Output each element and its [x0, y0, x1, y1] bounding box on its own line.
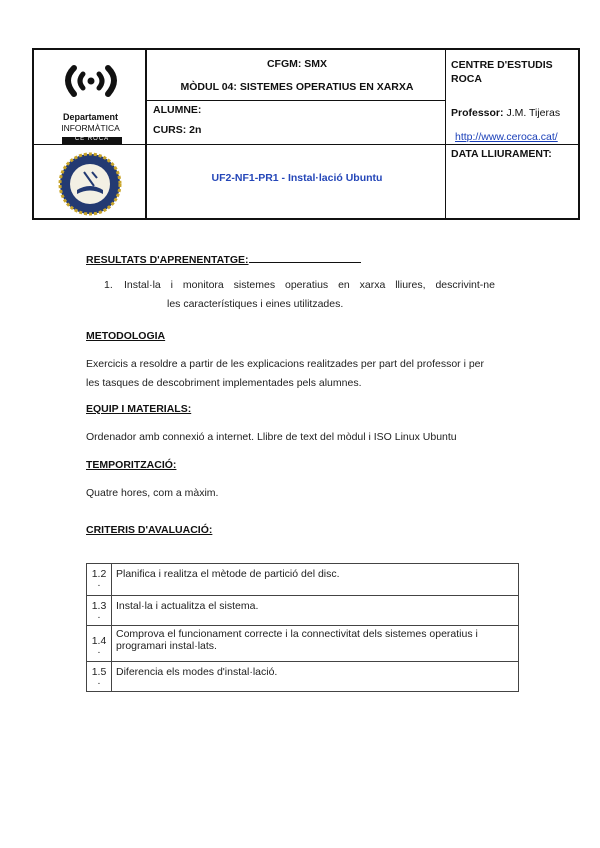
resultats-item-line1: Instal·la i monitora sistemes operatius en xarxa lliures, descrivint-ne	[124, 279, 495, 291]
table-row	[87, 564, 519, 596]
data-lliurament-label: DATA LLIURAMENT:	[451, 148, 552, 160]
criteri-text: Planifica i realitza el mètode de partició del disc.	[112, 564, 519, 596]
alumne-label: ALUMNE:	[153, 104, 202, 116]
underline-blank	[249, 251, 361, 263]
table-row	[87, 596, 519, 626]
criteri-text: Comprova el funcionament correcte i la connectivitat dels sistemes operatius i programari instal·lats.	[112, 626, 519, 662]
modul-label: MÒDUL 04: SISTEMES OPERATIUS EN XARXA	[180, 81, 414, 93]
practica-title: UF2-NF1-PR1 - Instal·lació Ubuntu	[211, 172, 383, 184]
criteris-heading: CRITERIS D'AVALUACIÓ:	[86, 524, 213, 536]
criteri-num: 1.2 .	[87, 564, 112, 596]
equip-heading: EQUIP I MATERIALS:	[86, 403, 192, 415]
header-box	[32, 48, 580, 220]
criteri-text: Instal·la i actualitza el sistema.	[112, 596, 519, 626]
logo-line3: CE ROCA	[74, 136, 110, 142]
resultats-item-line2: les característiques i eines utilitzades.	[167, 298, 344, 310]
professor-line	[451, 107, 560, 119]
criteri-num: 1.4 .	[87, 626, 112, 662]
criteris-table	[86, 563, 519, 692]
professor-name: J.M. Tijeras	[506, 107, 561, 119]
header-divider	[147, 100, 445, 101]
criteri-num: 1.5 .	[87, 662, 112, 692]
department-logo	[34, 50, 147, 146]
metodologia-heading: METODOLOGIA	[86, 330, 166, 342]
resultats-item-num: 1.	[104, 279, 113, 291]
header-divider	[445, 50, 446, 218]
seal-icon	[50, 152, 130, 216]
equip-text: Ordenador amb connexió a internet. Llibre de text del mòdul i ISO Linux Ubuntu	[86, 431, 457, 443]
table-row	[87, 626, 519, 662]
metodologia-line1: Exercicis a resoldre a partir de les explicacions realitzades per part del professor i per	[86, 358, 485, 370]
cfgm-label: CFGM: SMX	[266, 58, 328, 70]
website-link[interactable]: http://www.ceroca.cat/	[455, 131, 558, 143]
curs-label: CURS: 2n	[153, 124, 202, 136]
logo-line1: Departament	[62, 112, 118, 122]
metodologia-line2: les tasques de descobriment implementades pels alumnes.	[86, 377, 362, 389]
criteri-text: Diferencia els modes d'instal·lació.	[112, 662, 519, 692]
professor-label: Professor:	[451, 107, 504, 119]
table-row	[87, 662, 519, 692]
centre-name: CENTRE D'ESTUDIS ROCA	[451, 59, 553, 85]
logo-line2: INFORMÀTICA	[61, 123, 120, 133]
resultats-heading	[86, 251, 361, 266]
resultats-title: RESULTATS D'APRENENTATGE:	[86, 254, 249, 266]
temporitzacio-text: Quatre hores, com a màxim.	[86, 487, 219, 499]
school-seal	[50, 152, 130, 216]
temporitzacio-heading: TEMPORITZACIÓ:	[86, 459, 177, 471]
criteri-num: 1.3 .	[87, 596, 112, 626]
